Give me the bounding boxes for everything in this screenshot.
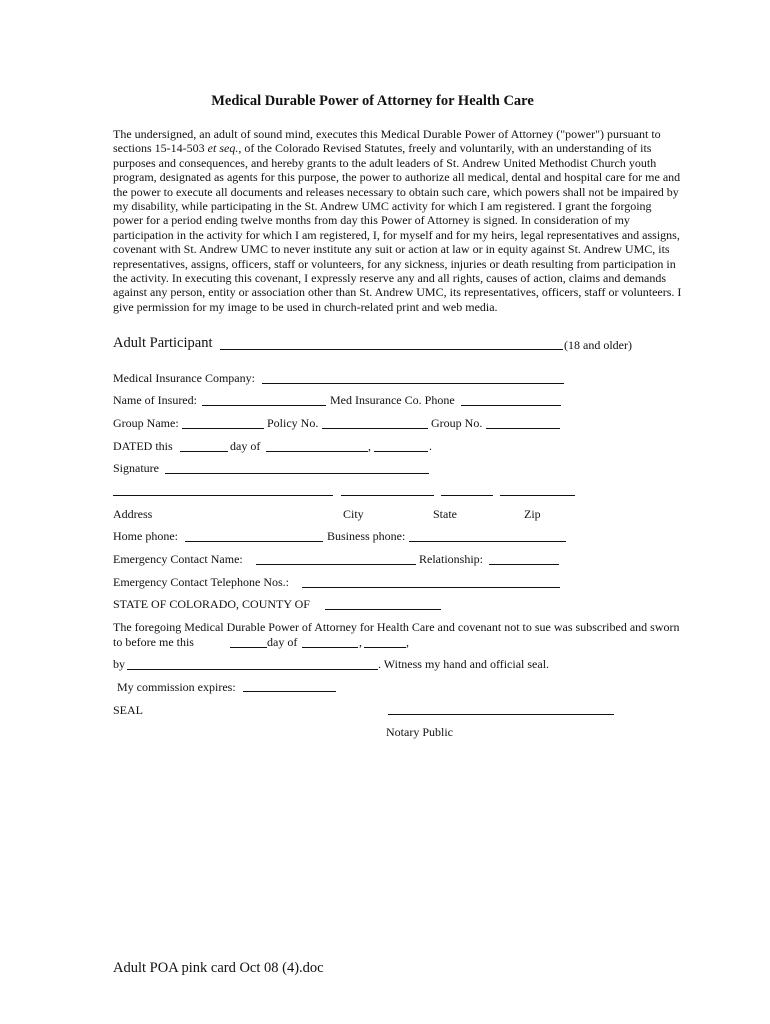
group-no-label: Group No. (431, 416, 483, 430)
intro-line: purposes and consequences, and hereby grants to the adult leaders of St. Andrew United Methodist Church youth (113, 155, 657, 170)
intro-line: the power to execute all documents and releases necessary to obtain such care, which powers shall not be impaired by (113, 184, 679, 199)
business-phone-line[interactable] (409, 541, 566, 542)
commission-label: My commission expires: (117, 680, 236, 694)
sworn-day-of: day of (267, 635, 298, 649)
intro-paragraph (113, 127, 713, 314)
intro-line: my disability, while participating in the St. Andrew UMC activity for which I am registered. I grant the forgoing (113, 199, 652, 214)
emergency-contact-name-line[interactable] (256, 564, 416, 565)
state-county-label: STATE OF COLORADO, COUNTY OF (113, 597, 310, 611)
name-of-insured-label: Name of Insured: (113, 393, 197, 407)
intro-line: power for a period ending twelve months from day this Power of Attorney is signed. In consideration of my (113, 213, 630, 228)
state-label: State (433, 507, 457, 521)
relationship-line[interactable] (489, 564, 559, 565)
age-note: (18 and older) (564, 338, 632, 352)
group-name-label: Group Name: (113, 416, 179, 430)
home-phone-line[interactable] (185, 541, 323, 542)
emergency-contact-name-label: Emergency Contact Name: (113, 552, 243, 566)
med-insurance-phone-label: Med Insurance Co. Phone (330, 393, 455, 407)
group-no-line[interactable] (486, 428, 560, 429)
sworn-text-before: to before me this (113, 635, 194, 649)
county-line[interactable] (325, 609, 441, 610)
dated-this-label: DATED this (113, 439, 173, 453)
address-label: Address (113, 507, 153, 521)
dated-year-line[interactable] (374, 451, 428, 452)
dated-day-line[interactable] (180, 451, 228, 452)
dated-month-line[interactable] (266, 451, 368, 452)
adult-participant-line[interactable] (220, 349, 563, 350)
dated-period: . (429, 439, 432, 453)
business-phone-label: Business phone: (327, 529, 406, 543)
adult-participant-label: Adult Participant (113, 335, 213, 351)
zip-label: Zip (524, 507, 541, 521)
policy-no-label: Policy No. (267, 416, 319, 430)
signature-label: Signature (113, 461, 159, 475)
intro-line: The undersigned, an adult of sound mind, executes this Medical Durable Power of Attorney ("power") pursuant to (113, 127, 661, 141)
zip-line[interactable] (500, 495, 575, 496)
sworn-comma-2: , (406, 635, 409, 649)
intro-line: give permission for my image to be used in church-related print and web media. (113, 299, 498, 314)
intro-line: representatives, assigns, officers, staff or volunteers, for any sickness, injuries or death resulting from participation in (113, 256, 676, 271)
relationship-label: Relationship: (419, 552, 483, 566)
policy-no-line[interactable] (322, 428, 428, 429)
notary-signature-line[interactable] (388, 714, 614, 715)
et-seq: et seq. (207, 141, 239, 156)
state-line[interactable] (441, 495, 493, 496)
intro-line: against any person, entity or association other than St. Andrew UMC, its representatives, officers, staff or volunteers. I (113, 285, 682, 300)
intro-line: sections 15-14-503 et seq., of the Colorado Revised Statutes, freely and voluntarily, with an understanding of its (113, 141, 652, 156)
sworn-text-line1: The foregoing Medical Durable Power of Attorney for Health Care and covenant not to sue was subscribed and sworn (113, 620, 680, 634)
home-phone-label: Home phone: (113, 529, 178, 543)
intro-line: program, designated as agents for this purpose, the power to authorize all medical, dental and hospital care for me and (113, 170, 681, 185)
group-name-line[interactable] (182, 428, 264, 429)
emergency-phones-line[interactable] (302, 587, 560, 588)
name-of-insured-line[interactable] (202, 405, 326, 406)
dated-comma: , (368, 439, 371, 453)
med-insurance-phone-line[interactable] (461, 405, 561, 406)
notary-public-label: Notary Public (386, 725, 453, 739)
intro-line: covenant with St. Andrew UMC to never institute any suit or action at law or in equity against St. Andrew UMC, its (113, 242, 670, 257)
insurance-company-label: Medical Insurance Company: (113, 371, 255, 385)
by-line[interactable] (127, 669, 378, 670)
seal-label: SEAL (113, 703, 143, 717)
emergency-phones-label: Emergency Contact Telephone Nos.: (113, 575, 290, 589)
witness-text: . Witness my hand and official seal. (378, 657, 550, 671)
footer-filename: Adult POA pink card Oct 08 (4).doc (113, 960, 324, 976)
insurance-company-line[interactable] (262, 383, 564, 384)
signature-line[interactable] (165, 473, 429, 474)
sworn-comma: , (359, 635, 362, 649)
address-line[interactable] (113, 495, 333, 496)
day-of-label: day of (230, 439, 261, 453)
document-title: Medical Durable Power of Attorney for Health Care (211, 93, 534, 109)
intro-line: the activity. In executing this covenant, I expressly reserve any and all rights, causes of action, claims and demands (113, 271, 667, 286)
city-line[interactable] (341, 495, 434, 496)
sworn-month-line[interactable] (302, 647, 358, 648)
intro-line: participation in the activity for which I am registered, I, for myself and for my heirs, legal representatives and assigns, (113, 227, 680, 242)
city-label: City (343, 507, 364, 521)
sworn-day-line[interactable] (230, 647, 267, 648)
sworn-year-line[interactable] (364, 647, 406, 648)
by-label: by (113, 657, 125, 671)
commission-line[interactable] (243, 691, 336, 692)
